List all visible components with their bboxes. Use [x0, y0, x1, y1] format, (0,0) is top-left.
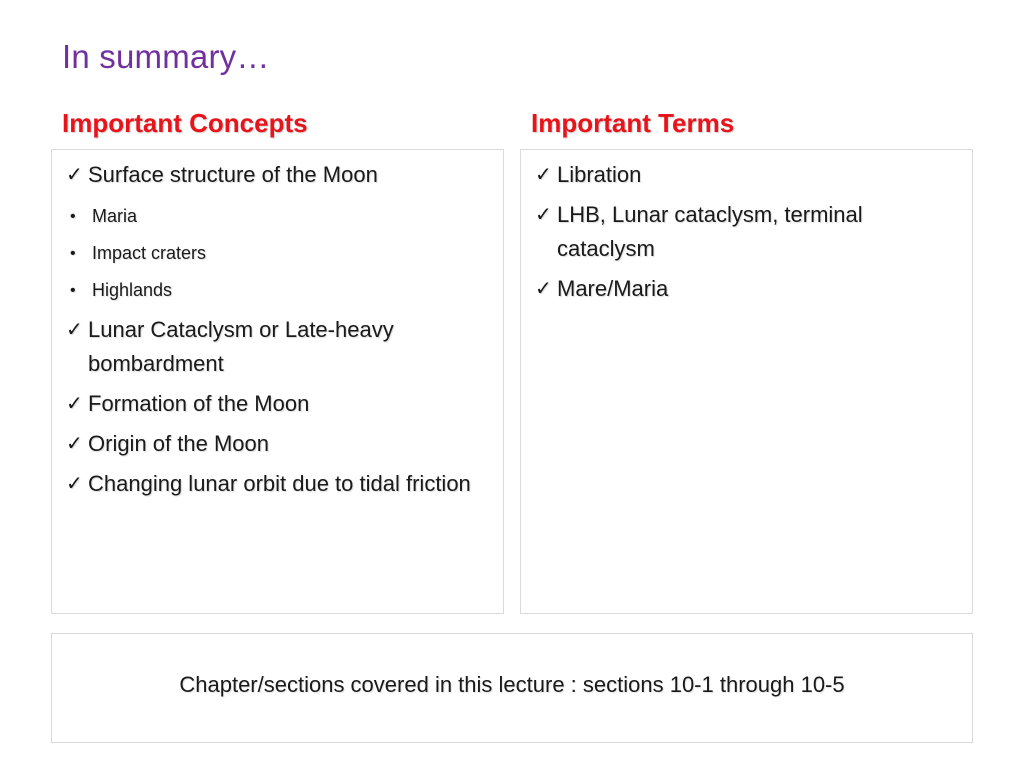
concept-item — [66, 427, 489, 461]
term-item — [535, 272, 958, 306]
bullet-icon: • — [70, 208, 76, 225]
checkmark-icon: ✓ — [66, 319, 83, 341]
concept-item — [66, 467, 489, 501]
footer-text: Chapter/sections covered in this lecture : sections 10-1 through 10-5 — [179, 672, 845, 697]
concept-item-text: Changing lunar orbit due to tidal friction — [88, 471, 471, 496]
terms-box — [520, 149, 973, 614]
bullet-icon: • — [70, 282, 76, 299]
concepts-list — [66, 158, 489, 507]
concept-item — [66, 387, 489, 421]
concept-item-text: Surface structure of the Moon — [88, 162, 378, 187]
terms-heading: Important Terms — [531, 108, 735, 138]
checkmark-icon: ✓ — [66, 164, 83, 186]
bullet-icon: • — [70, 245, 76, 262]
concepts-heading: Important Concepts — [62, 108, 308, 138]
checkmark-icon: ✓ — [535, 204, 552, 226]
concept-subitem — [66, 198, 489, 235]
term-item-text: Libration — [557, 162, 642, 187]
checkmark-icon: ✓ — [535, 278, 552, 300]
term-item — [535, 158, 958, 192]
term-item-text: LHB, Lunar cataclysm, terminal cataclysm — [557, 202, 863, 261]
concept-item — [66, 313, 489, 381]
term-item — [535, 198, 958, 266]
concept-sublist — [66, 198, 489, 309]
concept-subitem — [66, 272, 489, 309]
footer-box — [51, 633, 973, 743]
concept-subitem-text: Impact craters — [92, 243, 207, 263]
terms-list — [535, 158, 958, 312]
concept-item-text: Lunar Cataclysm or Late-heavy bombardment — [88, 317, 394, 376]
checkmark-icon: ✓ — [66, 433, 83, 455]
checkmark-icon: ✓ — [535, 164, 552, 186]
concepts-box — [51, 149, 504, 614]
concept-subitem-text: Maria — [92, 206, 138, 226]
term-item-text: Mare/Maria — [557, 276, 669, 301]
checkmark-icon: ✓ — [66, 473, 83, 495]
concept-item — [66, 158, 489, 192]
concept-subitem-text: Highlands — [92, 280, 173, 300]
concept-sublist-container — [66, 198, 489, 309]
checkmark-icon: ✓ — [66, 393, 83, 415]
concept-subitem — [66, 235, 489, 272]
concept-item-text: Formation of the Moon — [88, 391, 310, 416]
page-title: In summary… — [62, 38, 270, 75]
concept-item-text: Origin of the Moon — [88, 431, 269, 456]
